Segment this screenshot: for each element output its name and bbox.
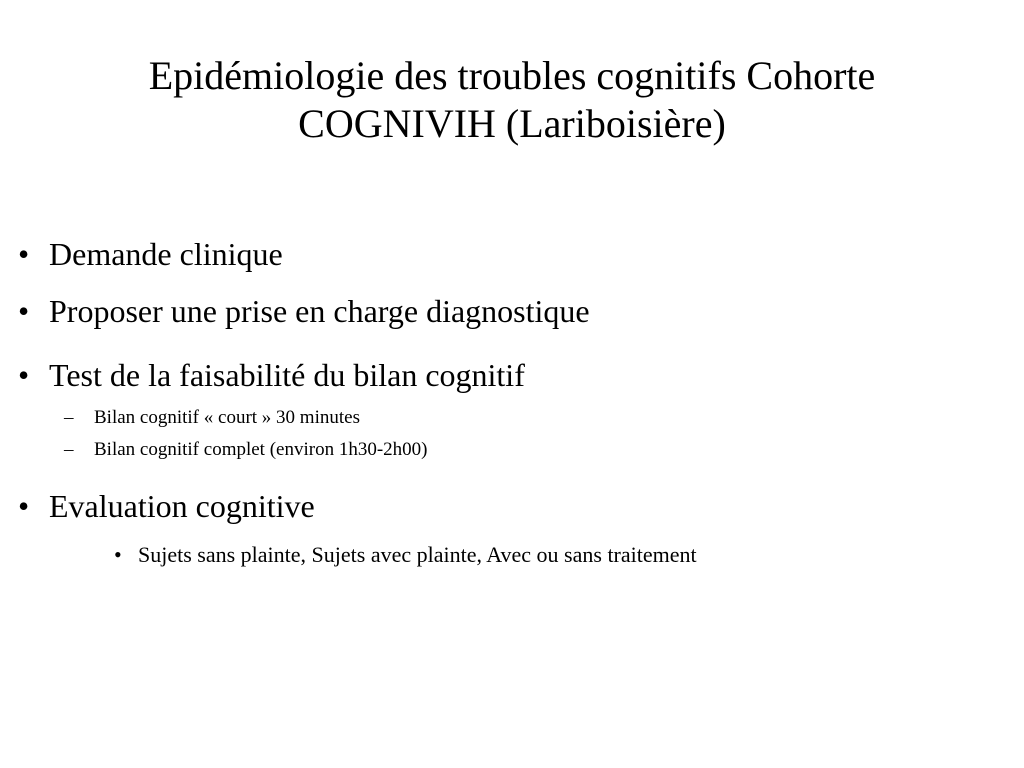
sub-bullet-item xyxy=(64,407,360,429)
bullet-text: Test de la faisabilité du bilan cognitif xyxy=(49,357,525,393)
bullet-marker: • xyxy=(114,542,122,567)
title-line-1: Epidémiologie des troubles cognitifs Cohorte xyxy=(148,53,876,98)
bullet-item xyxy=(18,235,283,273)
bullet-marker: • xyxy=(18,236,30,272)
sub-bullet-text: Bilan cognitif complet (environ 1h30-2h00) xyxy=(94,439,428,460)
bullet-item xyxy=(18,356,525,394)
bullet-marker: • xyxy=(18,357,30,393)
bullet-marker: • xyxy=(18,293,30,329)
title-line-2: COGNIVIH (Lariboisière) xyxy=(298,101,726,146)
dash-marker: – xyxy=(64,407,74,428)
bullet-item xyxy=(18,292,590,330)
bullet-item xyxy=(18,487,315,525)
sub-bullet-item xyxy=(114,542,697,568)
bullet-text: Demande clinique xyxy=(49,236,283,272)
bullet-text: Proposer une prise en charge diagnostique xyxy=(49,293,590,329)
bullet-marker: • xyxy=(18,488,30,524)
sub-bullet-item xyxy=(64,439,427,461)
sub-bullet-text: Sujets sans plainte, Sujets avec plainte, Avec ou sans traitement xyxy=(138,542,697,567)
sub-bullet-text: Bilan cognitif « court » 30 minutes xyxy=(94,407,360,428)
bullet-text: Evaluation cognitive xyxy=(49,488,315,524)
dash-marker: – xyxy=(64,439,74,460)
